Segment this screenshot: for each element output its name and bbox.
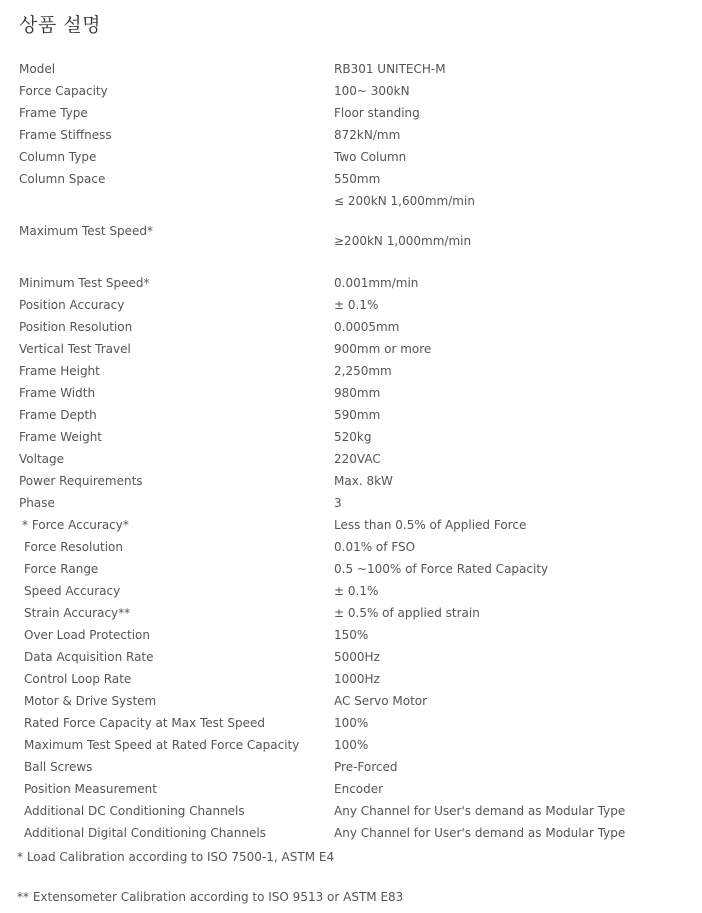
spec-value: 900mm or more	[334, 342, 432, 356]
spec-label: Frame Width	[19, 386, 96, 400]
spec-label: Maximum Test Speed*	[19, 224, 154, 238]
spec-value: 0.0005mm	[334, 320, 400, 334]
spec-row	[0, 580, 702, 602]
spec-value: Less than 0.5% of Applied Force	[334, 518, 527, 532]
spec-row	[0, 756, 702, 778]
spec-label: Voltage	[19, 452, 65, 466]
spec-value: Encoder	[334, 782, 384, 796]
spec-label: Frame Height	[19, 364, 100, 378]
spec-value: 590mm	[334, 408, 381, 422]
spec-row	[0, 778, 702, 800]
spec-value: ± 0.1%	[334, 298, 379, 312]
footnote-load-calibration: * Load Calibration according to ISO 7500-1, ASTM E4	[17, 850, 335, 864]
spec-value: 0.5 ~100% of Force Rated Capacity	[334, 562, 549, 576]
spec-row	[0, 646, 702, 668]
spec-value: 520kg	[334, 430, 372, 444]
spec-label: Speed Accuracy	[24, 584, 121, 598]
spec-value: 1000Hz	[334, 672, 380, 686]
spec-value: 872kN/mm	[334, 128, 401, 142]
spec-row	[0, 272, 702, 294]
spec-row	[0, 426, 702, 448]
footnote-extensometer-calibration: ** Extensometer Calibration according to ISO 9513 or ASTM E83	[17, 890, 404, 904]
spec-value: 3	[334, 496, 342, 510]
spec-label: Frame Depth	[19, 408, 97, 422]
spec-label: * Force Accuracy*	[22, 518, 129, 532]
spec-row	[0, 382, 702, 404]
spec-row	[0, 536, 702, 558]
spec-label: Strain Accuracy**	[24, 606, 131, 620]
spec-row	[0, 404, 702, 426]
spec-row	[0, 712, 702, 734]
spec-row	[0, 338, 702, 360]
spec-value: AC Servo Motor	[334, 694, 428, 708]
spec-value: 100%	[334, 716, 369, 730]
spec-label: Column Space	[19, 172, 106, 186]
spec-label: Phase	[19, 496, 55, 510]
spec-row	[0, 492, 702, 514]
spec-row	[0, 316, 702, 338]
spec-row-frame-type	[0, 102, 702, 124]
spec-row	[0, 448, 702, 470]
spec-value: RB301 UNITECH-M	[334, 62, 446, 76]
spec-value: ± 0.5% of applied strain	[334, 606, 480, 620]
spec-label: Position Accuracy	[19, 298, 125, 312]
spec-value: Any Channel for User's demand as Modular Type	[334, 826, 626, 840]
spec-label: Rated Force Capacity at Max Test Speed	[24, 716, 266, 730]
spec-row	[0, 514, 702, 536]
spec-row-frame-stiffness	[0, 124, 702, 146]
spec-value: Any Channel for User's demand as Modular Type	[334, 804, 626, 818]
spec-value: 980mm	[334, 386, 381, 400]
spec-label: Minimum Test Speed*	[19, 276, 150, 290]
spec-row	[0, 668, 702, 690]
spec-row-force-capacity	[0, 80, 702, 102]
spec-value: 2,250mm	[334, 364, 392, 378]
spec-value: 5000Hz	[334, 650, 380, 664]
spec-label: Model	[19, 62, 56, 76]
spec-label: Additional DC Conditioning Channels	[24, 804, 245, 818]
spec-row	[0, 470, 702, 492]
page-title: 상품 설명	[19, 14, 101, 36]
spec-value: Max. 8kW	[334, 474, 393, 488]
spec-label: Frame Type	[19, 106, 88, 120]
spec-label: Data Acquisition Rate	[24, 650, 154, 664]
spec-table	[0, 58, 702, 844]
spec-value: 550mm	[334, 172, 381, 186]
spec-row	[0, 624, 702, 646]
spec-value: 220VAC	[334, 452, 381, 466]
spec-label: Force Range	[24, 562, 99, 576]
spec-label: Maximum Test Speed at Rated Force Capacity	[24, 738, 300, 752]
spec-value: 150%	[334, 628, 369, 642]
spec-row-model	[0, 58, 702, 80]
spec-row	[0, 800, 702, 822]
spec-row	[0, 690, 702, 712]
spec-label: Force Capacity	[19, 84, 108, 98]
spec-value: Two Column	[334, 150, 407, 164]
spec-row	[0, 558, 702, 580]
spec-row	[0, 360, 702, 382]
spec-value: 100~ 300kN	[334, 84, 410, 98]
spec-value: Floor standing	[334, 106, 420, 120]
spec-value: ± 0.1%	[334, 584, 379, 598]
spec-label: Control Loop Rate	[24, 672, 132, 686]
spec-label: Over Load Protection	[24, 628, 150, 642]
spec-label: Vertical Test Travel	[19, 342, 131, 356]
spec-row	[0, 734, 702, 756]
spec-label: Frame Weight	[19, 430, 103, 444]
spec-row	[0, 602, 702, 624]
spec-row-column-space	[0, 168, 702, 190]
spec-label: Position Resolution	[19, 320, 133, 334]
spec-value: 0.001mm/min	[334, 276, 419, 290]
spec-label: Ball Screws	[24, 760, 93, 774]
spec-row	[0, 822, 702, 844]
spec-value: 0.01% of FSO	[334, 540, 416, 554]
spec-value: Pre-Forced	[334, 760, 398, 774]
spec-label: Power Requirements	[19, 474, 143, 488]
spec-row-max-test-speed	[0, 190, 702, 272]
spec-label: Column Type	[19, 150, 97, 164]
spec-label: Additional Digital Conditioning Channels	[24, 826, 266, 840]
spec-value-line2: ≥200kN 1,000mm/min	[334, 234, 472, 248]
spec-label: Force Resolution	[24, 540, 123, 554]
spec-row	[0, 294, 702, 316]
spec-row-column-type	[0, 146, 702, 168]
spec-label: Motor & Drive System	[24, 694, 157, 708]
spec-label: Frame Stiffness	[19, 128, 112, 142]
spec-value: 100%	[334, 738, 369, 752]
spec-label: Position Measurement	[24, 782, 157, 796]
spec-value-line1: ≤ 200kN 1,600mm/min	[334, 194, 475, 208]
